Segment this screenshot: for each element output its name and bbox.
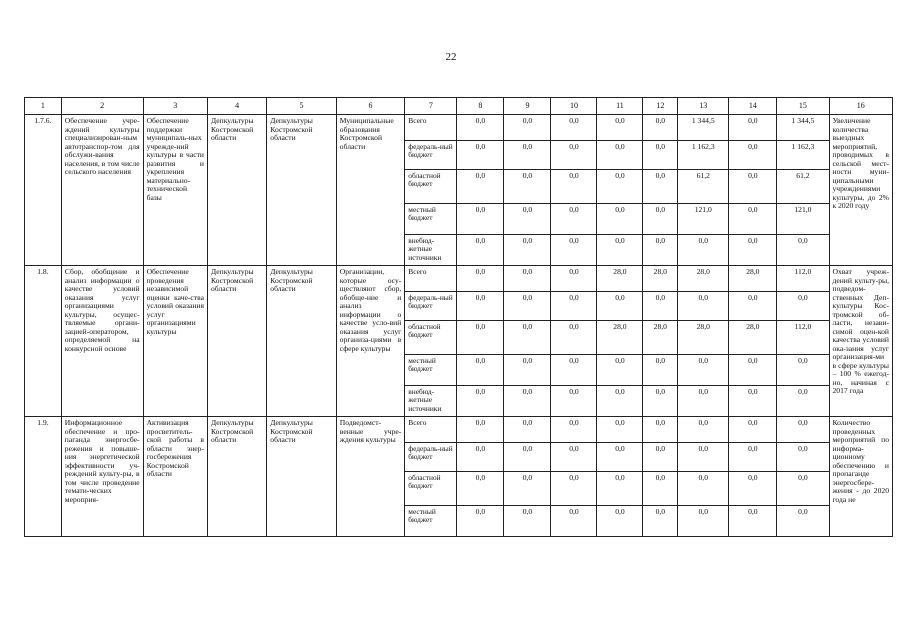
funding-value: 0,0 [643, 355, 678, 386]
event-goal: Обеспечение проведения независимой оценки каче-ства условий оказания услуг организациями культуры [143, 266, 207, 417]
funding-value: 121,0 [678, 204, 729, 235]
column-header: 16 [829, 98, 893, 115]
funding-source: федераль-ный бюджет [405, 292, 457, 321]
funding-value: 0,0 [729, 292, 777, 321]
funding-value: 1 162,3 [678, 141, 729, 170]
table-row [25, 115, 893, 141]
co-executor: Депкультуры Костромской области [267, 115, 337, 266]
funding-value: 0,0 [551, 443, 597, 472]
funding-value: 0,0 [551, 355, 597, 386]
program-table [24, 97, 893, 537]
funding-value: 0,0 [457, 472, 504, 506]
funding-value: 0,0 [597, 115, 643, 141]
funding-source: Всего [405, 115, 457, 141]
funding-value: 0,0 [551, 204, 597, 235]
funding-value: 0,0 [729, 355, 777, 386]
funding-value: 0,0 [504, 141, 551, 170]
funding-value: 0,0 [643, 443, 678, 472]
funding-value: 0,0 [551, 292, 597, 321]
funding-value: 0,0 [729, 141, 777, 170]
funding-value: 0,0 [504, 386, 551, 417]
funding-value: 0,0 [777, 443, 829, 472]
funding-value: 0,0 [457, 292, 504, 321]
column-header: 11 [597, 98, 643, 115]
funding-value: 0,0 [504, 506, 551, 537]
expected-result: Охват учреж-дений культу-ры, подведом-ственных Деп-культуры Кос-тромской об-ласти, незави-симой оцен-кой качества условий ока-зания услуг организация-ми в сфере культуры – 100 % ежегод-но, начиная с 2017 года [829, 266, 893, 417]
funding-value: 0,0 [678, 443, 729, 472]
funding-value: 0,0 [678, 472, 729, 506]
funding-value: 0,0 [457, 355, 504, 386]
table-row [25, 417, 893, 443]
column-header: 7 [405, 98, 457, 115]
funding-value: 0,0 [551, 235, 597, 266]
funding-value: 0,0 [643, 506, 678, 537]
table-body [25, 115, 893, 537]
funding-value: 0,0 [504, 266, 551, 292]
funding-value: 0,0 [504, 472, 551, 506]
funding-value: 0,0 [597, 472, 643, 506]
funding-value: 0,0 [729, 204, 777, 235]
co-executor: Депкультуры Костромской области [267, 417, 337, 537]
funding-value: 0,0 [678, 417, 729, 443]
event-name: Информационное обеспечение и про-паганда энергосбе-режения и повыше-ния энергетической эффективности уч-реждений культу-ры, в том числе проведение темати-ческих мероприя- [61, 417, 143, 537]
co-executor: Депкультуры Костромской области [267, 266, 337, 417]
funding-value: 0,0 [597, 506, 643, 537]
funding-value: 0,0 [777, 506, 829, 537]
column-number-row [25, 98, 893, 115]
funding-value: 0,0 [729, 115, 777, 141]
funding-value: 0,0 [457, 170, 504, 204]
funding-value: 0,0 [457, 417, 504, 443]
funding-value: 0,0 [504, 355, 551, 386]
funding-source: местный бюджет [405, 204, 457, 235]
funding-value: 0,0 [457, 443, 504, 472]
column-header: 1 [25, 98, 62, 115]
funding-value: 0,0 [777, 417, 829, 443]
funding-value: 0,0 [551, 266, 597, 292]
funding-value: 0,0 [777, 472, 829, 506]
expected-result: Увеличение количества выездных мероприятий, проводимых в сельской мест-ности муни-ципальными учреждениями культуры, до 2% к 2020 году [829, 115, 893, 266]
column-header: 9 [504, 98, 551, 115]
participants: Подведомст-венные учре-ждения культуры [336, 417, 404, 537]
funding-value: 0,0 [597, 170, 643, 204]
column-header: 13 [678, 98, 729, 115]
row-code: 1.7.6. [25, 115, 62, 266]
funding-value: 0,0 [597, 141, 643, 170]
funding-value: 0,0 [643, 141, 678, 170]
funding-source: Всего [405, 266, 457, 292]
funding-value: 0,0 [643, 417, 678, 443]
participants: Муниципальные образования Костромской области [336, 115, 404, 266]
funding-value: 28,0 [729, 321, 777, 355]
funding-source: местный бюджет [405, 355, 457, 386]
column-header: 4 [207, 98, 266, 115]
funding-value: 0,0 [457, 266, 504, 292]
funding-value: 0,0 [777, 386, 829, 417]
row-code: 1.9. [25, 417, 62, 537]
funding-value: 0,0 [597, 292, 643, 321]
table-row [25, 266, 893, 292]
funding-source: Всего [405, 417, 457, 443]
funding-value: 28,0 [643, 321, 678, 355]
funding-value: 0,0 [504, 115, 551, 141]
funding-value: 0,0 [678, 386, 729, 417]
column-header: 3 [143, 98, 207, 115]
funding-value: 28,0 [678, 321, 729, 355]
responsible-executor: Депкультуры Костромской области [207, 266, 266, 417]
funding-value: 0,0 [504, 417, 551, 443]
row-code: 1.8. [25, 266, 62, 417]
funding-value: 0,0 [457, 115, 504, 141]
funding-value: 0,0 [504, 321, 551, 355]
responsible-executor: Депкультуры Костромской области [207, 417, 266, 537]
funding-value: 0,0 [551, 472, 597, 506]
funding-source: областной бюджет [405, 321, 457, 355]
funding-value: 0,0 [643, 472, 678, 506]
funding-value: 0,0 [643, 292, 678, 321]
funding-value: 0,0 [597, 235, 643, 266]
funding-value: 0,0 [729, 417, 777, 443]
event-goal: Обеспечение поддержки муниципаль-ных учрежде-ний культуры в части развития и укрепления материально-технической базы [143, 115, 207, 266]
funding-value: 28,0 [597, 266, 643, 292]
funding-source: федераль-ный бюджет [405, 443, 457, 472]
funding-value: 1 344,5 [777, 115, 829, 141]
column-header: 6 [336, 98, 404, 115]
funding-source: областной бюджет [405, 170, 457, 204]
funding-value: 0,0 [643, 204, 678, 235]
funding-value: 121,0 [777, 204, 829, 235]
funding-value: 0,0 [729, 170, 777, 204]
column-header: 2 [61, 98, 143, 115]
funding-value: 0,0 [597, 417, 643, 443]
funding-value: 0,0 [551, 386, 597, 417]
funding-value: 0,0 [551, 321, 597, 355]
funding-value: 0,0 [551, 506, 597, 537]
funding-value: 0,0 [729, 472, 777, 506]
funding-value: 0,0 [504, 204, 551, 235]
funding-value: 0,0 [457, 506, 504, 537]
event-goal: Активизация просветитель-ской работы в области энер-госбережения Костромской области [143, 417, 207, 537]
funding-value: 112,0 [777, 266, 829, 292]
funding-value: 0,0 [457, 321, 504, 355]
funding-value: 0,0 [597, 443, 643, 472]
column-header: 14 [729, 98, 777, 115]
column-header: 8 [457, 98, 504, 115]
funding-value: 1 162,3 [777, 141, 829, 170]
column-header: 12 [643, 98, 678, 115]
funding-value: 61,2 [678, 170, 729, 204]
column-header: 5 [267, 98, 337, 115]
event-name: Обеспечение учре-ждений культуры специализирован-ным автотранспор-том для обслужи-вания населения, в том числе сельского населения [61, 115, 143, 266]
funding-value: 0,0 [504, 443, 551, 472]
funding-value: 0,0 [643, 170, 678, 204]
page-number: 22 [445, 51, 457, 63]
funding-value: 0,0 [729, 506, 777, 537]
funding-value: 61,2 [777, 170, 829, 204]
funding-value: 28,0 [729, 266, 777, 292]
funding-value: 28,0 [643, 266, 678, 292]
funding-value: 0,0 [597, 386, 643, 417]
funding-value: 0,0 [678, 235, 729, 266]
funding-value: 0,0 [597, 204, 643, 235]
expected-result: Количество проведенных мероприятий по информа-ционному обеспечению и пропаганде энергосбере-жения - до 2020 года не [829, 417, 893, 537]
funding-value: 0,0 [777, 292, 829, 321]
responsible-executor: Депкультуры Костромской области [207, 115, 266, 266]
funding-value: 1 344,5 [678, 115, 729, 141]
funding-source: внебюд-жетные источники [405, 235, 457, 266]
funding-source: внебюд-жетные источники [405, 386, 457, 417]
funding-value: 0,0 [643, 235, 678, 266]
funding-value: 0,0 [729, 443, 777, 472]
funding-value: 0,0 [504, 235, 551, 266]
funding-source: федераль-ный бюджет [405, 141, 457, 170]
funding-value: 28,0 [678, 266, 729, 292]
funding-value: 0,0 [457, 386, 504, 417]
column-header: 15 [777, 98, 829, 115]
funding-value: 0,0 [504, 170, 551, 204]
funding-value: 0,0 [777, 355, 829, 386]
funding-value: 0,0 [551, 170, 597, 204]
event-name: Сбор, обобщение и анализ информации о качестве условий оказания услуг организациями культуры, осущес-твляемые органи-зацией-оператором, определяемой на конкурсной основе [61, 266, 143, 417]
funding-value: 0,0 [678, 506, 729, 537]
funding-value: 112,0 [777, 321, 829, 355]
funding-value: 0,0 [729, 386, 777, 417]
column-header: 10 [551, 98, 597, 115]
funding-value: 0,0 [551, 141, 597, 170]
funding-source: областной бюджет [405, 472, 457, 506]
funding-value: 0,0 [457, 204, 504, 235]
funding-value: 0,0 [551, 417, 597, 443]
funding-value: 0,0 [643, 386, 678, 417]
funding-value: 0,0 [504, 292, 551, 321]
funding-value: 0,0 [457, 235, 504, 266]
funding-value: 0,0 [551, 115, 597, 141]
funding-value: 0,0 [457, 141, 504, 170]
funding-value: 0,0 [729, 235, 777, 266]
funding-source: местный бюджет [405, 506, 457, 537]
funding-value: 0,0 [678, 355, 729, 386]
funding-value: 0,0 [777, 235, 829, 266]
funding-value: 0,0 [643, 115, 678, 141]
funding-value: 0,0 [597, 355, 643, 386]
funding-value: 28,0 [597, 321, 643, 355]
funding-value: 0,0 [678, 292, 729, 321]
participants: Организации, которые осу-ществляют сбор, обобще-ние и анализ информации о качестве усло-вий оказания услуг организа-циями в сфере культуры [336, 266, 404, 417]
